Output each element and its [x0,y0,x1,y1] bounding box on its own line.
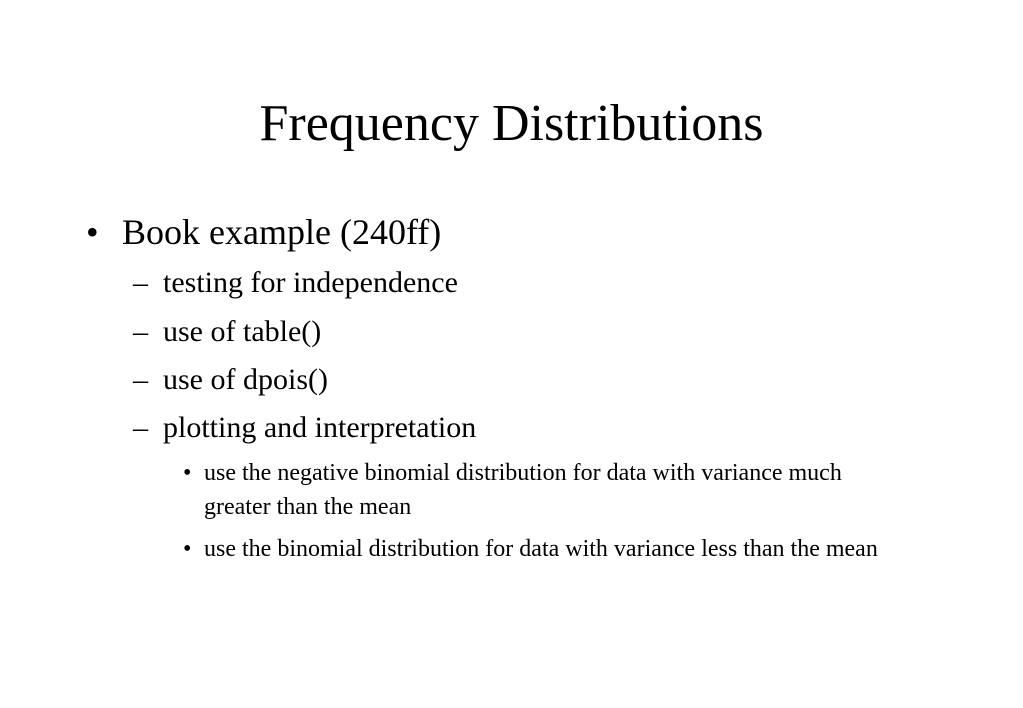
bullet-marker: • [86,212,99,252]
subbullet-text: testing for independence [163,266,458,299]
dash-marker: – [133,411,148,444]
subbullet-use-of-dpois [133,362,328,398]
bullet-marker: • [183,536,192,562]
slide-title: Frequency Distributions [259,95,764,152]
subsubbullet-binomial [183,532,909,566]
subsubbullet-text: use the binomial distribution for data with variance less than the mean [204,536,878,562]
bullet-marker: • [183,460,192,486]
subsubbullet-text: use the negative binomial distribution for data with variance much greater than the mean [204,460,842,520]
subsubbullet-negative-binomial [183,456,854,524]
subbullet-text: plotting and interpretation [163,411,477,444]
dash-marker: – [133,315,148,348]
bullet-book-example [86,210,441,254]
subbullet-testing-independence [133,265,458,301]
bullet-text: Book example (240ff) [122,212,442,252]
subbullet-use-of-table [133,314,321,350]
subbullet-plotting-interpretation [133,410,476,446]
dash-marker: – [133,363,148,396]
subbullet-text: use of table() [163,315,322,348]
dash-marker: – [133,266,148,299]
subbullet-text: use of dpois() [163,363,328,396]
